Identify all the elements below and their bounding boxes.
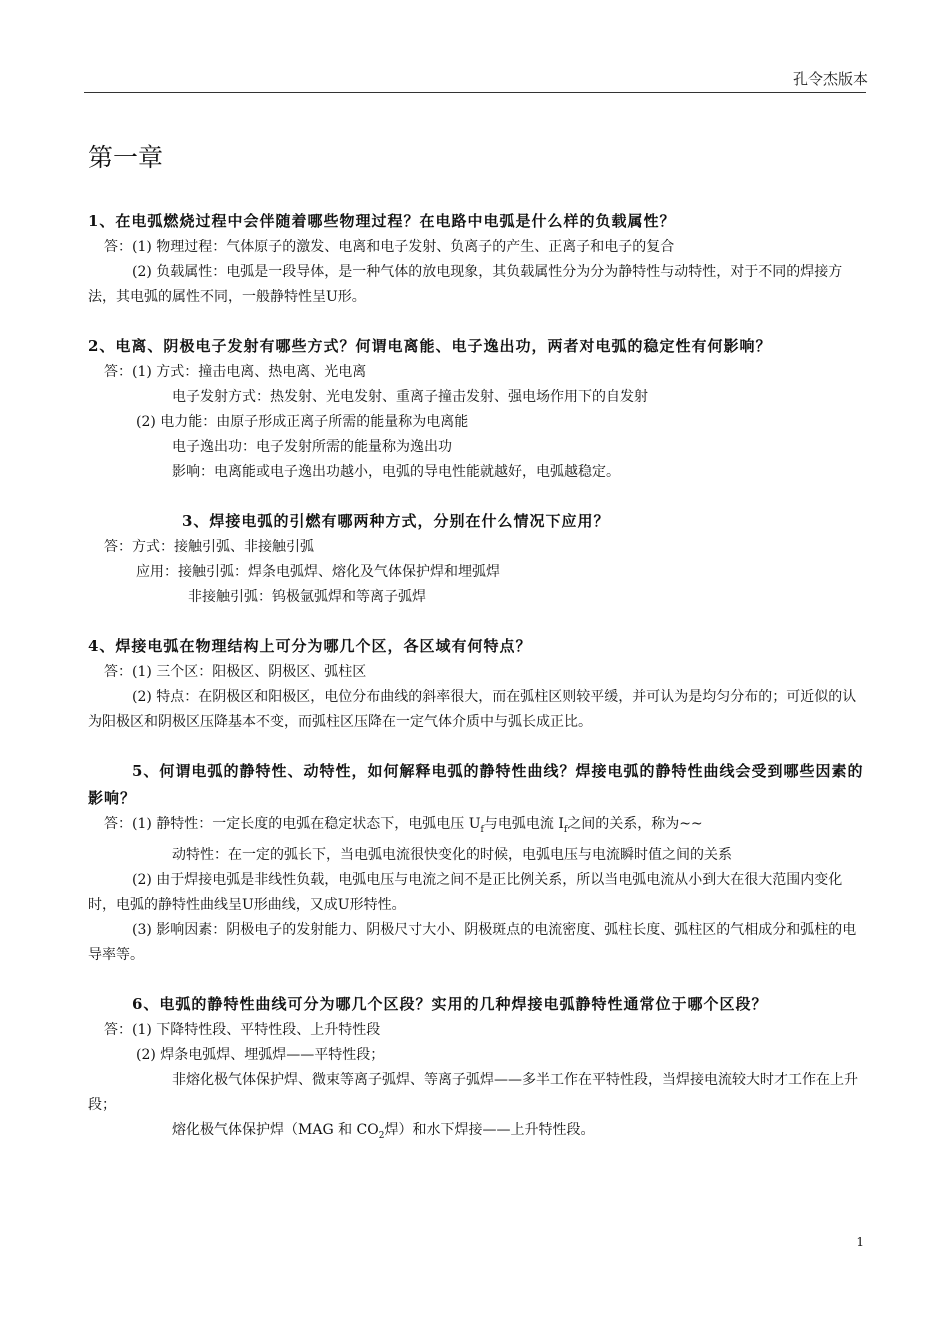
answer-5-text-c: 之间的关系，称为~~	[567, 816, 703, 832]
answer-3-part-2: 应用：接触引弧：焊条电弧焊、熔化及气体保护焊和埋弧焊	[136, 564, 500, 580]
current-subscript: f	[563, 824, 568, 835]
answer-5-part-2: 动特性：在一定的弧长下，当电弧电流很快变化的时候，电弧电压与电流瞬时值之间的关系	[172, 846, 732, 863]
answer-6-part-2: (2) 焊条电弧焊、埋弧焊——平特性段；	[136, 1046, 385, 1063]
answer-1-part-2: (2) 负载属性：电弧是一段导体，是一种气体的放电现象，其负载属性分为分为静特性与动特性，对于不同的焊接方法，其电弧的属性不同，一般静特性呈U形。	[88, 264, 843, 305]
question-3: 3、焊接电弧的引燃有哪两种方式，分别在什么情况下应用？	[182, 512, 610, 530]
co2-subscript: 2	[378, 1130, 385, 1141]
header-author: 孔令杰版本	[792, 70, 868, 88]
page-number: 1	[856, 1235, 864, 1249]
question-1: 1、在电弧燃烧过程中会伴随着哪些物理过程？在电路中电弧是什么样的负载属性？	[88, 212, 676, 230]
header-rule	[84, 92, 866, 93]
answer-6-part-3: 非熔化极气体保护焊、微束等离子弧焊、等离子弧焊——多半工作在平特性段，当焊接电流较大时才工作在上升段；	[88, 1071, 858, 1113]
answer-3-part-3: 非接触引弧：钨极氩弧焊和等离子弧焊	[188, 589, 426, 605]
answer-4-part-2: (2) 特点：在阴极区和阳极区，电位分布曲线的斜率很大，而在弧柱区则较平缓，并可认为是均匀分布的；可近似的认为阳极区和阴极区压降基本不变，而弧柱区压降在一定气体介质中与弧长成正比。	[88, 689, 857, 730]
document-body	[88, 208, 864, 1149]
answer-1-part-1: 答：(1) 物理过程：气体原子的激发、电离和电子发射、负离子的产生、正离子和电子的复合	[104, 239, 675, 255]
voltage-subscript: f	[480, 824, 484, 835]
chapter-title: 第一章	[88, 143, 164, 172]
answer-2-part-1: 答：(1) 方式：撞击电离、热电离、光电离	[104, 364, 367, 380]
answer-6-text-b: 焊）和水下焊接——上升特性段。	[384, 1121, 595, 1138]
question-2: 2、电离、阴极电子发射有哪些方式？何谓电离能、电子逸出功，两者对电弧的稳定性有何影响？	[88, 337, 772, 355]
answer-2-part-3: (2) 电力能：由原子形成正离子所需的能量称为电离能	[136, 414, 469, 430]
answer-5-text-a: 答：(1) 静特性：一定长度的电弧在稳定状态下，电弧电压 U	[104, 816, 481, 832]
answer-2-part-2: 电子发射方式：热发射、光电发射、重离子撞击发射、强电场作用下的自发射	[172, 389, 648, 405]
answer-5-part-3: (2) 由于焊接电弧是非线性负载，电弧电压与电流之间不是正比例关系，所以当电弧电流从小到大在很大范围内变化时，电弧的静特性曲线呈U形曲线，又成U形特性。	[88, 871, 843, 913]
question-6: 6、电弧的静特性曲线可分为哪几个区段？实用的几种焊接电弧静特性通常位于哪个区段？	[132, 994, 768, 1013]
answer-5-part-1	[88, 812, 864, 843]
answer-4-part-1: 答：(1) 三个区：阳极区、阴极区、弧柱区	[104, 664, 367, 680]
answer-5-part-4: (3) 影响因素：阴极电子的发射能力、阴极尺寸大小、阴极斑点的电流密度、弧柱长度、弧柱区的气相成分和弧柱的电导率等。	[88, 921, 857, 963]
answer-6-text-a: 熔化极气体保护焊（MAG 和 CO	[172, 1121, 379, 1138]
question-5: 5、何谓电弧的静特性、动特性，如何解释电弧的静特性曲线？焊接电弧的静特性曲线会受到哪些因素的影响？	[88, 762, 864, 807]
answer-2-part-5: 影响：电离能或电子逸出功越小，电弧的导电性能就越好，电弧越稳定。	[172, 464, 620, 480]
answer-6-part-4	[88, 1118, 864, 1149]
question-4: 4、焊接电弧在物理结构上可分为哪几个区，各区域有何特点？	[88, 637, 532, 655]
answer-5-text-b: 与电弧电流 I	[483, 816, 564, 832]
answer-6-part-1: 答：(1) 下降特性段、平特性段、上升特性段	[104, 1021, 381, 1038]
answer-2-part-4: 电子逸出功：电子发射所需的能量称为逸出功	[172, 439, 452, 455]
answer-3-part-1: 答：方式：接触引弧、非接触引弧	[104, 539, 314, 555]
